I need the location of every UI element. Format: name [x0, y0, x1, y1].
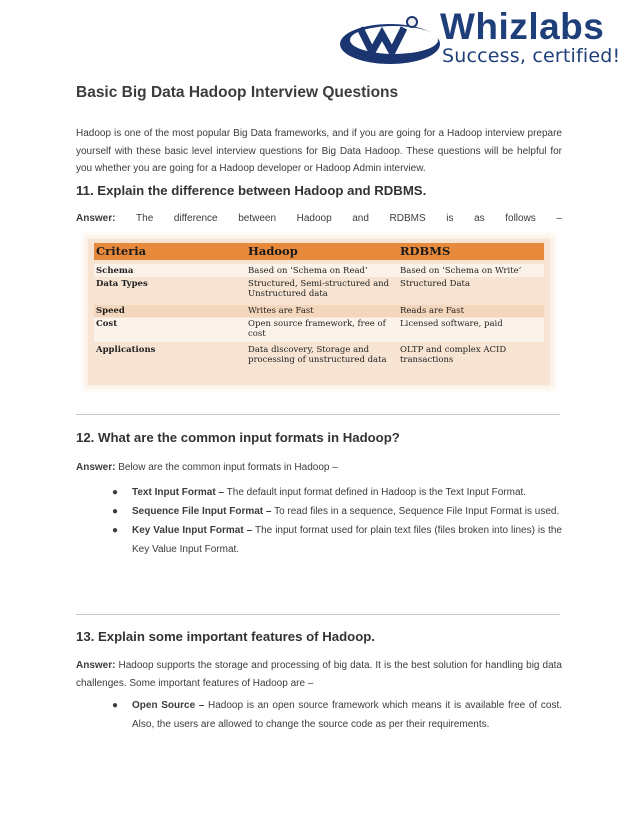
bullet-term: Open Source –	[132, 700, 205, 711]
table-row	[94, 344, 544, 380]
q12-bullet-list	[112, 483, 562, 559]
list-item	[112, 696, 562, 734]
answer-word: is	[446, 213, 454, 224]
table-cell: Based on ‘Schema on Write’	[400, 266, 522, 276]
answer-label: Answer:	[76, 213, 116, 224]
bullet-term: Text Input Format –	[132, 487, 225, 498]
intro-paragraph: Hadoop is one of the most popular Big Data frameworks, and if you are going for a Hadoop interview prepare yourself with these basic level interview questions for Big Data Hadoop. These questions will be helpful for you whether you are going for a Hadoop developer or Hadoop Admin interview.	[76, 128, 562, 174]
q12-heading: 12. What are the common input formats in Hadoop?	[76, 430, 400, 445]
logo-swoosh-icon	[338, 8, 448, 68]
table-cell: Data discovery, Storage and processing of unstructured data	[248, 345, 387, 365]
bullet-icon: ●	[112, 487, 119, 498]
answer-word: and	[352, 213, 369, 224]
q13-heading: 13. Explain some important features of Hadoop.	[76, 629, 375, 644]
hadoop-vs-rdbms-table	[88, 239, 550, 385]
table-row	[94, 278, 544, 302]
table-row	[94, 318, 544, 342]
answer-word: RDBMS	[389, 213, 426, 224]
answer-word: Hadoop	[296, 213, 332, 224]
answer-label: Answer:	[76, 462, 116, 473]
list-item	[112, 521, 562, 559]
answer-text: Below are the common input formats in Hadoop –	[115, 462, 338, 473]
table-cell: Schema	[96, 266, 134, 276]
table-cell: Structured, Semi-structured and Unstructured data	[248, 279, 390, 299]
q12-answer	[76, 459, 562, 477]
answer-label: Answer:	[76, 660, 116, 671]
table-cell: Data Types	[96, 279, 148, 289]
table-row	[94, 264, 544, 277]
table-cell: Cost	[96, 319, 118, 329]
table-cell: Open source framework, free of cost	[248, 319, 386, 339]
section-divider	[76, 614, 560, 615]
bullet-text: To read files in a sequence, Sequence File Input Format is used.	[271, 506, 560, 517]
list-item	[112, 502, 562, 521]
bullet-text: The input format used for plain text files (files broken into lines) is the Key Value Input Format.	[132, 525, 562, 555]
table-cell: Licensed software, paid	[400, 319, 503, 329]
table-cell: OLTP and complex ACID transactions	[400, 345, 507, 365]
answer-word: The	[136, 213, 154, 224]
bullet-icon: ●	[112, 700, 119, 711]
answer-word: –	[556, 213, 562, 224]
answer-text: Hadoop supports the storage and processing of big data. It is the best solution for handling big data challenges. Some important features of Hadoop are –	[76, 660, 562, 689]
answer-word: difference	[173, 213, 218, 224]
logo-wordmark: Whizlabs	[440, 6, 605, 47]
bullet-term: Key Value Input Format –	[132, 525, 253, 536]
q11-heading: 11. Explain the difference between Hadoop and RDBMS.	[76, 183, 427, 198]
q13-bullet-list	[112, 696, 562, 734]
list-item	[112, 483, 562, 502]
table-header-cell: Criteria	[96, 244, 147, 258]
bullet-term: Sequence File Input Format –	[132, 506, 272, 517]
answer-word: between	[238, 213, 277, 224]
table-cell: Applications	[96, 345, 156, 355]
bullet-text: The default input format defined in Hadoop is the Text Input Format.	[224, 487, 527, 498]
bullet-icon: ●	[112, 525, 119, 536]
table-cell: Structured Data	[400, 279, 471, 289]
table-header-cell: RDBMS	[400, 244, 451, 258]
table-header-row	[94, 243, 544, 260]
q13-answer	[76, 657, 562, 692]
table-cell: Reads are Fast	[400, 306, 465, 316]
answer-word: follows	[505, 213, 536, 224]
logo-tagline: Success, certified!	[442, 45, 621, 67]
whizlabs-logo[interactable]	[338, 8, 634, 68]
answer-word: as	[474, 213, 485, 224]
table-row	[94, 305, 544, 317]
table-cell: Writes are Fast	[248, 306, 314, 316]
table-cell: Speed	[96, 306, 125, 316]
section-divider	[76, 414, 560, 415]
page-title: Basic Big Data Hadoop Interview Questions	[76, 84, 399, 101]
bullet-icon: ●	[112, 506, 119, 517]
bullet-text: Hadoop is an open source framework which means it is available free of cost. Also, the users are allowed to change the source code as per their requirements.	[132, 700, 562, 730]
q11-answer-line	[76, 213, 562, 224]
table-header-cell: Hadoop	[248, 244, 298, 258]
table-cell: Based on ‘Schema on Read’	[248, 266, 368, 276]
